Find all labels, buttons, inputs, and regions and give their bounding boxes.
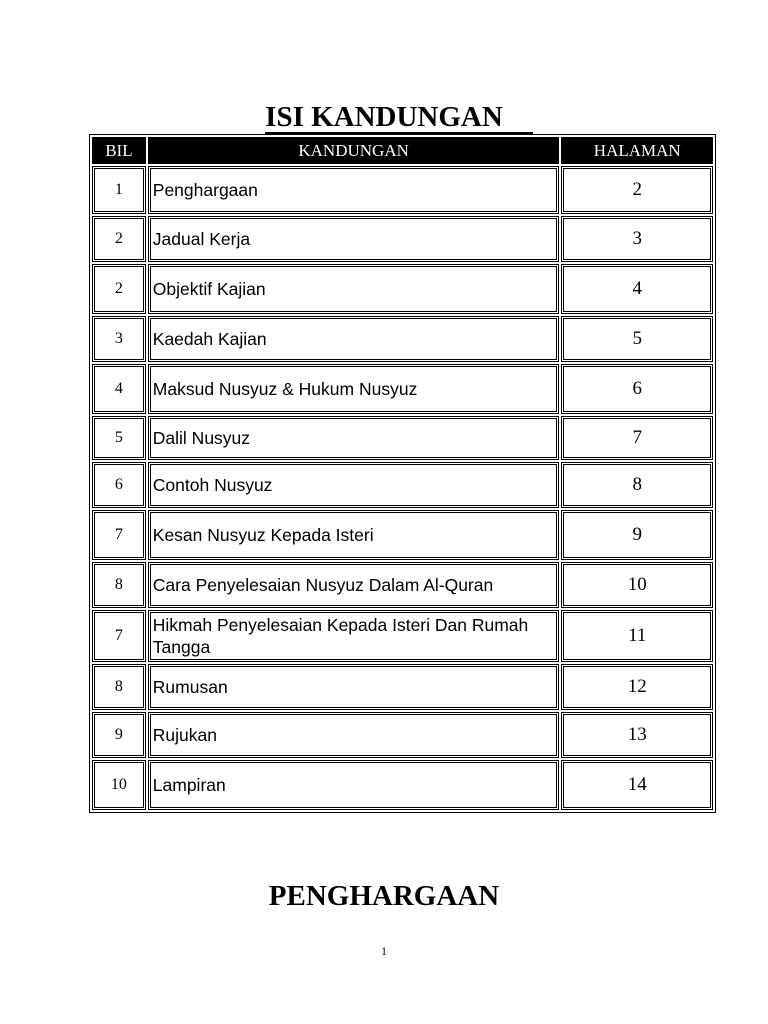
table-row: [92, 760, 713, 810]
row-halaman: 5: [561, 316, 713, 362]
row-bil: 10: [92, 760, 146, 810]
row-kandungan: Contoh Nusyuz: [148, 462, 560, 508]
row-kandungan: Penghargaan: [148, 166, 560, 214]
table-row: [92, 462, 713, 508]
page-title-text: ISI KANDUNGAN: [265, 102, 533, 135]
table-row: [92, 264, 713, 314]
table-row: [92, 216, 713, 262]
row-halaman: 8: [561, 462, 713, 508]
table-row: [92, 610, 713, 662]
row-halaman: 7: [561, 416, 713, 460]
row-halaman: 4: [561, 264, 713, 314]
page-title: [0, 100, 768, 135]
table-row: [92, 510, 713, 560]
row-halaman: 13: [561, 712, 713, 758]
row-bil: 1: [92, 166, 146, 214]
row-kandungan: Objektif Kajian: [148, 264, 560, 314]
table-row: [92, 562, 713, 608]
row-halaman: 11: [561, 610, 713, 662]
row-kandungan: Rumusan: [148, 664, 560, 710]
row-bil: 4: [92, 364, 146, 414]
row-halaman: 3: [561, 216, 713, 262]
row-halaman: 10: [561, 562, 713, 608]
row-bil: 3: [92, 316, 146, 362]
row-bil: 9: [92, 712, 146, 758]
page-number: 1: [381, 944, 387, 958]
header-halaman: HALAMAN: [561, 137, 713, 164]
row-bil: 2: [92, 216, 146, 262]
row-bil: 2: [92, 264, 146, 314]
row-kandungan: Rujukan: [148, 712, 560, 758]
row-halaman: 9: [561, 510, 713, 560]
table-row: [92, 416, 713, 460]
row-halaman: 2: [561, 166, 713, 214]
section-title: PENGHARGAAN: [268, 880, 500, 912]
row-bil: 5: [92, 416, 146, 460]
row-halaman: 14: [561, 760, 713, 810]
row-kandungan: Kesan Nusyuz Kepada Isteri: [148, 510, 560, 560]
row-bil: 8: [92, 664, 146, 710]
contents-table: [89, 134, 716, 813]
table-row: [92, 316, 713, 362]
row-bil: 7: [92, 510, 146, 560]
table-body: [92, 166, 713, 810]
row-kandungan: Jadual Kerja: [148, 216, 560, 262]
row-halaman: 12: [561, 664, 713, 710]
row-halaman: 6: [561, 364, 713, 414]
row-kandungan: Maksud Nusyuz & Hukum Nusyuz: [148, 364, 560, 414]
row-kandungan: Lampiran: [148, 760, 560, 810]
table-row: [92, 712, 713, 758]
table-row: [92, 664, 713, 710]
table-header-row: [92, 137, 713, 164]
row-kandungan: Hikmah Penyelesaian Kepada Isteri Dan Rumah Tangga: [148, 610, 560, 662]
header-kandungan: KANDUNGAN: [148, 137, 560, 164]
row-bil: 7: [92, 610, 146, 662]
row-kandungan: Dalil Nusyuz: [148, 416, 560, 460]
table-row: [92, 364, 713, 414]
row-bil: 6: [92, 462, 146, 508]
row-kandungan: Cara Penyelesaian Nusyuz Dalam Al-Quran: [148, 562, 560, 608]
header-bil: BIL: [92, 137, 146, 164]
row-kandungan: Kaedah Kajian: [148, 316, 560, 362]
row-bil: 8: [92, 562, 146, 608]
table-row: [92, 166, 713, 214]
